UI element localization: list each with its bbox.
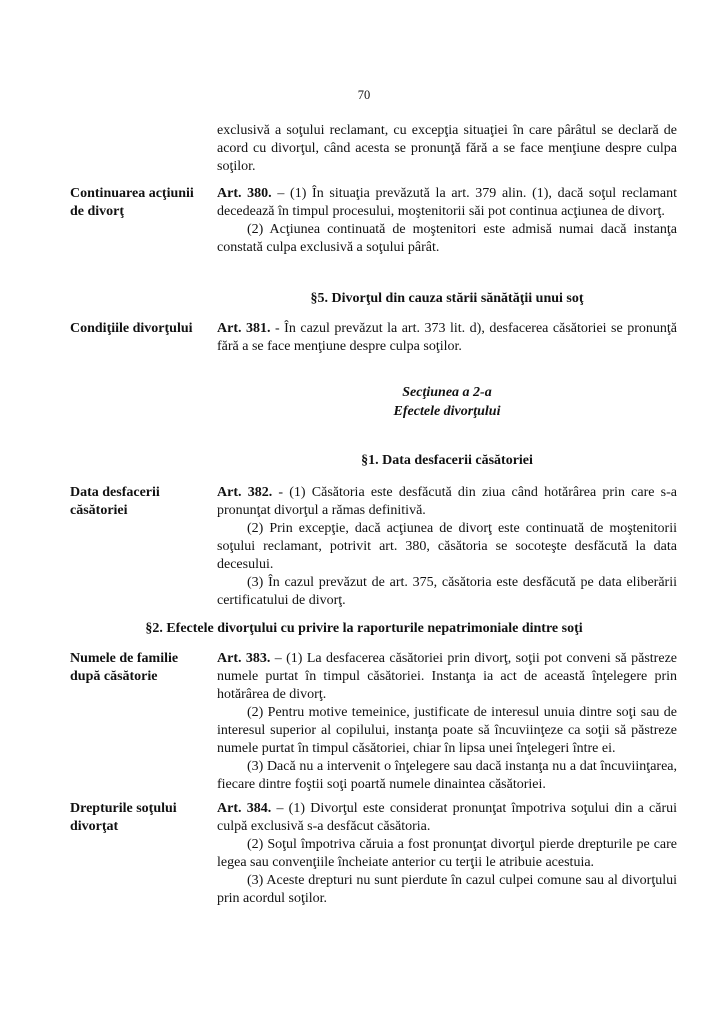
article-381: Art. 381. - În cazul prevăzut la art. 373 lit. d), desfacerea căsătoriei se pronunţă fără a se face menţiune despre culpa soţilor. <box>217 321 677 354</box>
article-382: Art. 382. - (1) Căsătoria este desfăcută din ziua când hotărârea prin care s-a pronunţat divorţul a rămas definitivă. (2) Prin excepţie, dacă acţiunea de divorţ este continuată de moştenitorii soţului reclamant, potrivit art. 380, căsătoria se socoteşte desfăcută la data decesului. (3) În cazul prevăzut de art. 375, căsătoria este desfăcută pe data eliberării certificatului de divorţ. <box>217 485 677 608</box>
article-384: Art. 384. – (1) Divorţul este considerat pronunţat împotriva soţului din a cărui culpă exclusivă s-a desfăcut căsătoria. (2) Soţul împotriva căruia a fost pronunţat divorţul pierde drepturile pe care legea sau convenţiile încheiate anterior cu terţii le atribuie acestuia. (3) Aceste drepturi nu sunt pierdute în cazul culpei comune sau al divorţului prin acordul soţilor. <box>217 801 678 906</box>
section-heading-5: §5. Divorţul din cauza stării sănătăţii unui soţ <box>310 291 584 306</box>
page-number: 70 <box>357 88 371 102</box>
side-title-art-383: Numele de familie după căsătorie <box>70 651 179 684</box>
continuation-paragraph: exclusivă a soţului reclamant, cu excepţia situaţiei în care pârâtul se declară de acord cu divorţul, când acesta se pronunţă fără a se face menţiune despre culpa soţilor. <box>217 123 677 174</box>
article-number: Art. 382. <box>217 485 273 500</box>
side-title-art-380: Continuarea acţiunii de divorţ <box>70 186 194 219</box>
section-heading-2: §2. Efectele divorţului cu privire la raporturile nepatrimoniale dintre soţi <box>145 621 583 636</box>
article-number: Art. 381. <box>217 321 271 336</box>
side-title-art-381: Condiţiile divorţului <box>70 321 193 336</box>
article-380: Art. 380. – (1) În situaţia prevăzută la art. 379 alin. (1), dacă soţul reclamant decedează în timpul procesului, moştenitorii săi pot continua acţiunea de divorţ. (2) Acţiunea continuată de moştenitori este admisă numai dacă instanţa constată culpa exclusivă a soţului pârât. <box>217 186 678 255</box>
article-number: Art. 384. <box>217 801 272 816</box>
chapter-section-title: Secţiunea a 2-a Efectele divorţului <box>393 385 501 419</box>
article-number: Art. 380. <box>217 186 272 201</box>
side-title-art-382: Data desfacerii căsătoriei <box>70 485 160 518</box>
side-title-art-384: Drepturile soţului divorţat <box>70 801 177 834</box>
article-383: Art. 383. – (1) La desfacerea căsătoriei prin divorţ, soţii pot conveni să păstreze numele purtat în timpul căsătoriei. Instanţa ia act de această înţelegere prin hotărârea de divorţ. (2) Pentru motive temeinice, justificate de interesul unuia dintre soţi sau de interesul superior al copilului, instanţa poate să încuviinţeze ca soţii să păstreze numele purtat în timpul căsătoriei, chiar în lipsa unei înţelegeri între ei. (3) Dacă nu a intervenit o înţelegere sau dacă instanţa nu a dat încuviinţarea, fiecare dintre foştii soţi poartă numele dinaintea căsătoriei. <box>217 651 677 792</box>
article-number: Art. 383. <box>217 651 271 666</box>
section-heading-1: §1. Data desfacerii căsătoriei <box>361 453 533 468</box>
